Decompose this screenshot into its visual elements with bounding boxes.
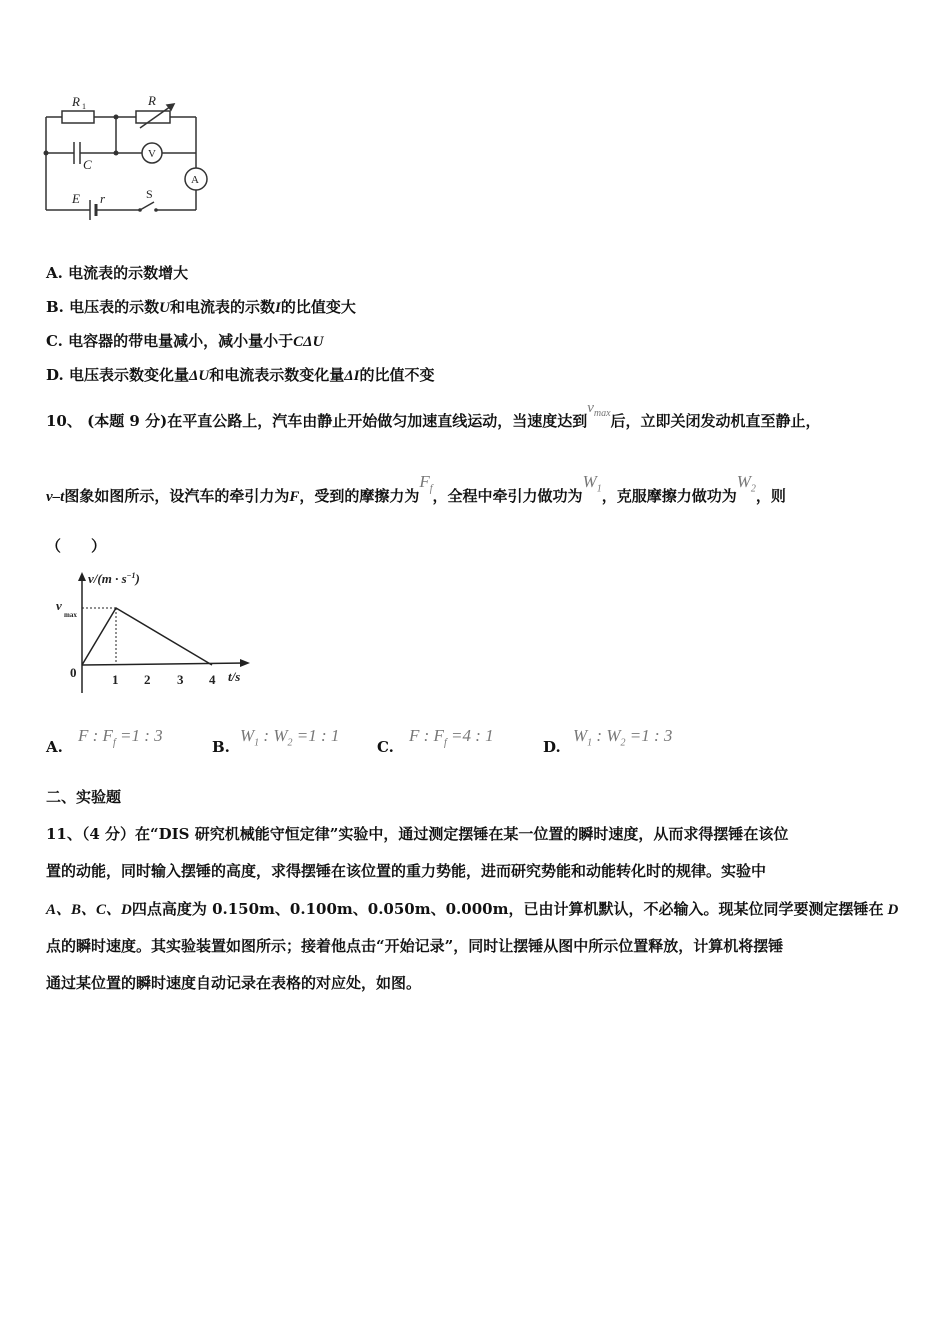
label-r1: R (72, 94, 80, 109)
option-letter: A. (46, 264, 63, 282)
option-text: 和电流表示数变化量 (209, 366, 345, 384)
option-text: 和电流表的示数 (170, 298, 276, 316)
xtick-1: 1 (112, 672, 119, 687)
origin-label: 0 (70, 665, 77, 680)
question-number: 10、 (46, 412, 82, 430)
q10-line1 (46, 400, 821, 433)
var-u: U (159, 300, 170, 316)
question-score: (本题 9 分) (87, 412, 168, 430)
var-f: F (289, 489, 300, 505)
label-r: R (148, 93, 156, 108)
q9-option-a (46, 262, 188, 283)
option-letter: A. (46, 738, 63, 756)
math-f: F (419, 472, 430, 491)
option-text: 电容器的带电量减小，减小量小于 (68, 332, 294, 350)
q11-line5: 通过某位置的瞬时速度自动记录在表格的对应处，如图。 (46, 974, 422, 992)
xtick-3: 3 (177, 672, 184, 687)
option-expr: $W_1$ : $W_2 =1$ : 1 (240, 726, 340, 749)
stem-text: 四点高度为 0.150m、0.100m、0.050m、0.000m，已由计算机默认，不必输入。现某位同学要测定摆锤在 (131, 900, 884, 918)
var-cdu: CΔU (293, 334, 324, 350)
stem-text: ，全程中牵引力做功为 (432, 487, 583, 505)
math-ff (419, 472, 433, 495)
math-v: v (587, 400, 594, 416)
x-axis (82, 663, 246, 665)
option-text: 电压表示数变化量 (68, 366, 189, 384)
switch-s (140, 202, 154, 210)
label-s: S (146, 187, 153, 201)
var-i: I (275, 300, 281, 316)
math-sub: max (593, 408, 611, 419)
math-vmax (587, 400, 611, 419)
label-r1-sub: 1 (82, 102, 86, 111)
point-d: D (887, 902, 899, 918)
var-du: ΔU (188, 368, 210, 384)
x-axis-label: t/s (228, 669, 241, 684)
label-c: C (83, 157, 92, 172)
option-text: 的比值不变 (359, 366, 435, 384)
vt-curve (82, 608, 212, 665)
option-text: 电流表的示数增大 (68, 264, 189, 282)
option-text: 电压表的示数 (69, 298, 160, 316)
stem-text: ，则 (755, 487, 786, 505)
q10-paren: （ ） (46, 537, 107, 555)
option-text: 的比值变大 (280, 298, 356, 316)
vmax-label-sub: max (64, 611, 77, 619)
rheostat-r (136, 111, 170, 123)
q11-line4: 点的瞬时速度。其实验装置如图所示；接着他点击“开始记录”，同时让摆锤从图中所示位置释放，计算机将摆锤 (46, 937, 784, 955)
xtick-4: 4 (209, 672, 216, 687)
math-w: W (736, 472, 751, 491)
stem-text: 图象如图所示，设汽车的牵引力为 (64, 487, 290, 505)
vt-graph (50, 568, 260, 698)
math-sub: 1 (596, 483, 602, 495)
y-axis-label: $v/(m \cdot s^{-1})$ (88, 571, 140, 586)
math-sub: 2 (750, 483, 756, 495)
option-expr: F : $F_f =4$ : 1 (409, 726, 494, 749)
points-abcd: A、B、C、D (46, 902, 132, 918)
section-title: 二、实验题 (46, 788, 122, 806)
option-letter: B. (212, 738, 230, 756)
label-a: A (191, 174, 199, 186)
math-w2 (736, 472, 756, 495)
stem-text: ，克服摩擦力做功为 (601, 487, 737, 505)
math-w1 (582, 472, 602, 495)
stem-text: 后，立即关闭发动机直至静止， (610, 412, 821, 430)
var-vt: v–t (46, 489, 65, 505)
q9-option-d (46, 364, 434, 385)
stem-text: 在平直公路上，汽车由静止开始做匀加速直线运动，当速度达到 (167, 412, 588, 430)
q9-option-b (46, 296, 356, 317)
stem-text: ，受到的摩擦力为 (299, 487, 420, 505)
label-e: E (72, 191, 80, 206)
q11-line1: 11、（4 分）在“DIS 研究机械能守恒定律”实验中，通过测定摆锤在某一位置的瞬时速度，从而求得摆锤在该位 (46, 825, 789, 843)
q9-option-c (46, 330, 323, 351)
option-expr: $W_1$ : $W_2 =1$ : 3 (573, 726, 673, 749)
vmax-label: v (56, 598, 62, 613)
label-v: V (148, 148, 156, 160)
option-expr: F : $F_f =1$ : 3 (78, 726, 163, 749)
label-r-int: r (100, 191, 106, 206)
q11-line2: 置的动能，同时输入摆锤的高度，求得摆锤在该位置的重力势能，进而研究势能和动能转化时的规律。实验中 (46, 862, 767, 880)
option-letter: D. (46, 366, 64, 384)
option-letter: B. (46, 298, 64, 316)
xtick-2: 2 (144, 672, 151, 687)
resistor-r1 (62, 111, 94, 123)
math-sub: f (429, 483, 433, 495)
option-letter: C. (46, 332, 63, 350)
option-letter: C. (377, 738, 394, 756)
math-w: W (582, 472, 597, 491)
q11-line3 (46, 898, 898, 919)
var-di: ΔI (344, 368, 360, 384)
option-letter: D. (543, 738, 561, 756)
q10-line2 (46, 472, 786, 508)
circuit-diagram (36, 90, 216, 220)
